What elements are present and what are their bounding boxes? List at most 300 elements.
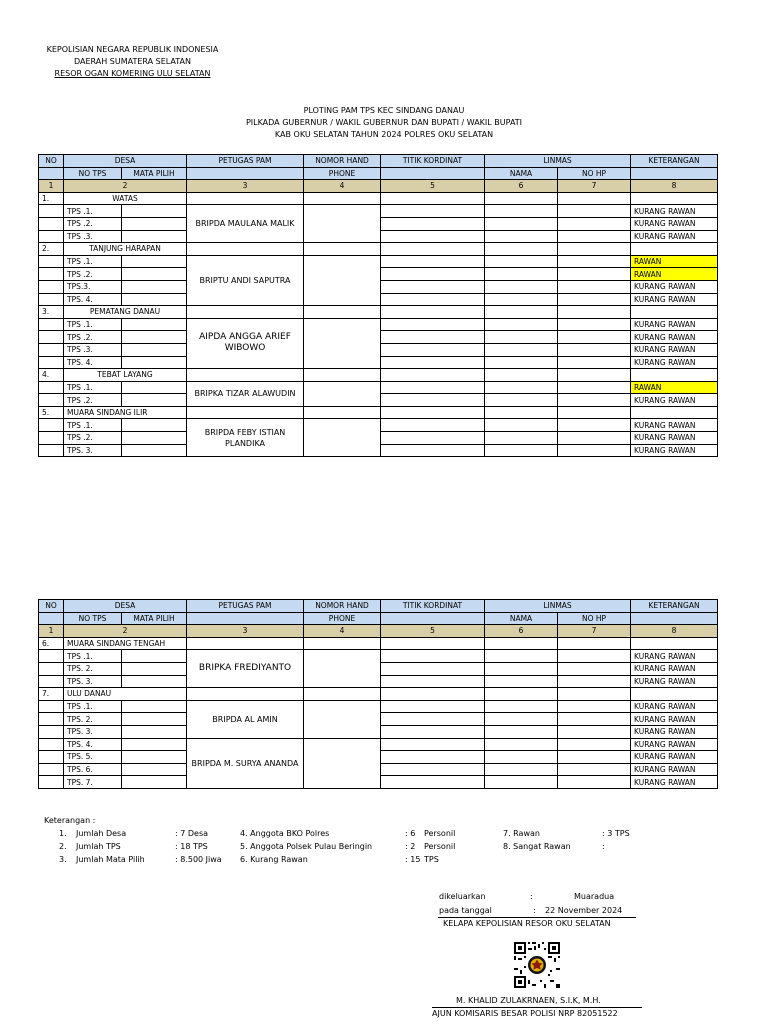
linmas-name-cell [485,751,558,764]
col-no-tps-header: NO TPS [64,612,122,625]
linmas-phone-cell [558,280,631,293]
note-label: 7. Rawan [503,829,540,838]
signer-rank: AJUN KOMISARIS BESAR POLISI NRP 82051522 [432,1009,618,1018]
linmas-name-cell [485,763,558,776]
col-no-tps-header: NO TPS [64,167,122,180]
linmas-name-cell [485,268,558,281]
note-label: 5. Anggota Polsek Pulau Beringin [240,842,373,851]
tps-table-2 [38,599,718,789]
village-number: 7. [39,688,64,701]
mata-pilih-cell [122,293,187,306]
mata-pilih-cell [122,444,187,457]
village-name: MUARA SINDANG TENGAH [64,637,187,650]
mata-pilih-cell [122,776,187,789]
note-label: 6. Kurang Rawan [240,855,308,864]
keterangan-cell: KURANG RAWAN [631,343,718,356]
empty-cell [39,751,64,764]
village-row [39,192,718,205]
tps-label: TPS. 2. [64,713,122,726]
keterangan-cell: KURANG RAWAN [631,650,718,663]
phone-cell [304,650,381,688]
title-line-2: PILKADA GUBERNUR / WAKIL GUBERNUR DAN BUPATI / WAKIL BUPATI [245,118,523,127]
tps-label: TPS .3. [64,230,122,243]
issued-place: Muaradua [574,892,615,901]
empty-cell [39,650,64,663]
village-number: 5. [39,406,64,419]
empty-cell [39,217,64,230]
linmas-name-cell [485,725,558,738]
note-value: : 8.500 Jiwa [175,855,222,864]
empty-cell [39,776,64,789]
linmas-name-cell [485,650,558,663]
coordinate-cell [381,255,485,268]
coordinate-cell [381,318,485,331]
officer-name: BRIPDA FEBY ISTIAN PLANDIKA [187,419,304,457]
tps-label: TPS .1. [64,419,122,432]
notes-title: Keterangan : [44,816,96,825]
column-number: 2 [64,625,187,638]
linmas-phone-cell [558,381,631,394]
empty-cell [39,713,64,726]
tps-label: TPS .2. [64,331,122,344]
note-value: : [602,842,605,851]
col-mata-pilih-header: MATA PILIH [122,167,187,180]
village-name: WATAS [64,192,187,205]
linmas-phone-cell [558,432,631,445]
empty-cell [558,192,631,205]
linmas-name-cell [485,331,558,344]
mata-pilih-cell [122,738,187,751]
linmas-name-cell [485,217,558,230]
officer-name: AIPDA ANGGA ARIEF WIBOWO [187,318,304,368]
tps-row [39,255,718,268]
tps-label: TPS. 2. [64,662,122,675]
subheader-empty [631,612,718,625]
column-number: 5 [381,180,485,193]
coordinate-cell [381,432,485,445]
empty-cell [381,688,485,701]
keterangan-cell: KURANG RAWAN [631,751,718,764]
coordinate-cell [381,725,485,738]
mata-pilih-cell [122,343,187,356]
empty-cell [558,369,631,382]
tps-label: TPS .2. [64,217,122,230]
tps-row [39,419,718,432]
note-value: : 3 TPS [602,829,630,838]
coordinate-cell [381,331,485,344]
mata-pilih-cell [122,268,187,281]
empty-cell [485,192,558,205]
keterangan-cell: KURANG RAWAN [631,318,718,331]
keterangan-cell: KURANG RAWAN [631,356,718,369]
empty-cell [558,306,631,319]
col-phone-header: PHONE [304,167,381,180]
empty-cell [39,293,64,306]
keterangan-cell: KURANG RAWAN [631,725,718,738]
mata-pilih-cell [122,394,187,407]
col-no-hp-header: NO HP [558,167,631,180]
col-desa-header: DESA [64,155,187,168]
col-nomor-hp-header: NOMOR HAND [304,155,381,168]
linmas-phone-cell [558,268,631,281]
header-row [39,155,718,168]
tps-label: TPS. 3. [64,675,122,688]
linmas-phone-cell [558,662,631,675]
tps-label: TPS .2. [64,394,122,407]
keterangan-cell: KURANG RAWAN [631,280,718,293]
coordinate-cell [381,763,485,776]
coordinate-cell [381,293,485,306]
org-line-2: DAERAH SUMATERA SELATAN [73,57,192,66]
mata-pilih-cell [122,432,187,445]
village-name: TANJUNG HARAPAN [64,243,187,256]
tps-label: TPS .2. [64,432,122,445]
date-label: pada tanggal [439,906,492,915]
mata-pilih-cell [122,751,187,764]
empty-cell [39,356,64,369]
keterangan-cell: KURANG RAWAN [631,444,718,457]
linmas-phone-cell [558,419,631,432]
phone-cell [304,700,381,738]
column-number: 7 [558,625,631,638]
subheader-empty [187,167,304,180]
coordinate-cell [381,356,485,369]
note-number: 1. [59,829,67,838]
keterangan-cell: RAWAN [631,255,718,268]
tps-row [39,650,718,663]
col-titik-header: TITIK KORDINAT [381,600,485,613]
org-line-1: KEPOLISIAN NEGARA REPUBLIK INDONESIA [46,45,219,54]
linmas-name-cell [485,205,558,218]
phone-cell [304,205,381,243]
header-row [39,600,718,613]
tps-label: TPS .1. [64,700,122,713]
tps-label: TPS .3. [64,343,122,356]
linmas-name-cell [485,255,558,268]
coordinate-cell [381,776,485,789]
col-mata-pilih-header: MATA PILIH [122,612,187,625]
empty-cell [39,432,64,445]
empty-cell [187,637,304,650]
empty-cell [631,406,718,419]
empty-cell [485,688,558,701]
org-line-3: RESOR OGAN KOMERING ULU SELATAN [54,69,211,78]
mata-pilih-cell [122,230,187,243]
phone-cell [304,381,381,406]
village-name: TEBAT LAYANG [64,369,187,382]
linmas-name-cell [485,230,558,243]
column-number: 6 [485,180,558,193]
linmas-phone-cell [558,255,631,268]
phone-cell [304,255,381,305]
qr-code-signature [513,941,561,989]
col-linmas-header: LINMAS [485,600,631,613]
coordinate-cell [381,217,485,230]
subheader-empty [381,167,485,180]
mata-pilih-cell [122,662,187,675]
column-number: 3 [187,180,304,193]
note-unit: Personil [424,829,456,838]
column-number: 4 [304,625,381,638]
mata-pilih-cell [122,381,187,394]
mata-pilih-cell [122,255,187,268]
linmas-name-cell [485,356,558,369]
signature-divider [438,917,636,918]
village-row [39,369,718,382]
coordinate-cell [381,394,485,407]
col-keterangan-header: KETERANGAN [631,155,718,168]
tps-label: TPS .2. [64,268,122,281]
linmas-phone-cell [558,293,631,306]
phone-cell [304,318,381,368]
tps-row [39,700,718,713]
empty-cell [304,406,381,419]
note-value: : 7 Desa [175,829,209,838]
village-row [39,688,718,701]
tps-table-1 [38,154,718,457]
empty-cell [558,688,631,701]
empty-cell [304,243,381,256]
tps-label: TPS. 6. [64,763,122,776]
empty-cell [631,243,718,256]
title-line-1: PLOTING PAM TPS KEC SINDANG DANAU [303,106,465,115]
coordinate-cell [381,713,485,726]
tps-label: TPS. 4. [64,293,122,306]
mata-pilih-cell [122,419,187,432]
linmas-name-cell [485,675,558,688]
note-label: 4. Anggota BKO Polres [240,829,330,838]
empty-cell [381,306,485,319]
empty-cell [39,738,64,751]
linmas-phone-cell [558,763,631,776]
empty-cell [39,255,64,268]
empty-cell [39,675,64,688]
empty-cell [558,637,631,650]
col-no-hp-header: NO HP [558,612,631,625]
linmas-name-cell [485,343,558,356]
mata-pilih-cell [122,217,187,230]
col-no-header: NO [39,600,64,613]
empty-cell [39,268,64,281]
coordinate-cell [381,662,485,675]
note-number: 3. [59,855,67,864]
empty-cell [381,369,485,382]
signer-divider [432,1007,642,1008]
issued-colon: : [530,892,533,901]
tps-label: TPS. 3. [64,725,122,738]
coordinate-cell [381,343,485,356]
note-label: Jumlah TPS [76,842,121,851]
mata-pilih-cell [122,713,187,726]
coordinate-cell [381,738,485,751]
tps-label: TPS. 4. [64,738,122,751]
linmas-phone-cell [558,230,631,243]
org-header [40,44,225,80]
linmas-name-cell [485,381,558,394]
note-value: : 6 [405,829,416,838]
keterangan-cell: KURANG RAWAN [631,776,718,789]
mata-pilih-cell [122,763,187,776]
column-number: 6 [485,625,558,638]
tps-row [39,205,718,218]
subheader-empty [39,612,64,625]
linmas-phone-cell [558,394,631,407]
keterangan-cell: KURANG RAWAN [631,700,718,713]
note-value: : 18 TPS [175,842,208,851]
linmas-phone-cell [558,725,631,738]
coordinate-cell [381,205,485,218]
empty-cell [631,192,718,205]
empty-cell [304,306,381,319]
column-number: 1 [39,180,64,193]
coordinate-cell [381,381,485,394]
note-value: : 2 [405,842,416,851]
empty-cell [485,306,558,319]
officer-name: BRIPDA AL AMIN [187,700,304,738]
linmas-name-cell [485,280,558,293]
tps-label: TPS .1. [64,318,122,331]
col-keterangan-header: KETERANGAN [631,600,718,613]
keterangan-cell: KURANG RAWAN [631,713,718,726]
linmas-phone-cell [558,205,631,218]
linmas-phone-cell [558,444,631,457]
keterangan-cell: KURANG RAWAN [631,217,718,230]
col-linmas-header: LINMAS [485,155,631,168]
village-row [39,637,718,650]
village-number: 1. [39,192,64,205]
date-value: 22 November 2024 [545,906,623,915]
tps-row [39,381,718,394]
tps-label: TPS .1. [64,381,122,394]
mata-pilih-cell [122,700,187,713]
signer-position: KELAPA KEPOLISIAN RESOR OKU SELATAN [443,919,611,928]
tps-row [39,318,718,331]
empty-cell [304,637,381,650]
mata-pilih-cell [122,650,187,663]
tps-label: TPS. 3. [64,444,122,457]
officer-name: BRIPTU ANDI SAPUTRA [187,255,304,305]
mata-pilih-cell [122,725,187,738]
village-number: 4. [39,369,64,382]
col-petugas-header: PETUGAS PAM [187,155,304,168]
empty-cell [381,192,485,205]
col-petugas-header: PETUGAS PAM [187,600,304,613]
empty-cell [631,369,718,382]
subheader-empty [187,612,304,625]
linmas-phone-cell [558,751,631,764]
linmas-name-cell [485,419,558,432]
empty-cell [39,343,64,356]
col-nomor-hp-header: NOMOR HAND [304,600,381,613]
col-no-header: NO [39,155,64,168]
tps-label: TPS. 5. [64,751,122,764]
empty-cell [485,406,558,419]
mata-pilih-cell [122,280,187,293]
note-label: 8. Sangat Rawan [503,842,571,851]
empty-cell [39,419,64,432]
column-number: 7 [558,180,631,193]
keterangan-cell: KURANG RAWAN [631,662,718,675]
subheader-row [39,612,718,625]
empty-cell [39,331,64,344]
coordinate-cell [381,751,485,764]
col-desa-header: DESA [64,600,187,613]
document-title [0,105,768,141]
village-row [39,306,718,319]
column-number: 3 [187,625,304,638]
empty-cell [381,243,485,256]
officer-name: BRIPKA TIZAR ALAWUDIN [187,381,304,406]
linmas-phone-cell [558,738,631,751]
linmas-name-cell [485,662,558,675]
keterangan-cell: KURANG RAWAN [631,675,718,688]
coordinate-cell [381,700,485,713]
tps-label: TPS .1. [64,255,122,268]
empty-cell [304,369,381,382]
village-name: ULU DANAU [64,688,187,701]
linmas-name-cell [485,432,558,445]
subheader-empty [631,167,718,180]
empty-cell [187,306,304,319]
tps-label: TPS .1. [64,205,122,218]
keterangan-cell: KURANG RAWAN [631,205,718,218]
empty-cell [381,637,485,650]
empty-cell [187,369,304,382]
column-number-row [39,625,718,638]
empty-cell [39,444,64,457]
empty-cell [39,205,64,218]
officer-name: BRIPDA MAULANA MALIK [187,205,304,243]
column-number: 8 [631,625,718,638]
village-number: 2. [39,243,64,256]
column-number: 4 [304,180,381,193]
empty-cell [187,406,304,419]
note-label: Jumlah Desa [76,829,127,838]
linmas-name-cell [485,738,558,751]
empty-cell [485,637,558,650]
keterangan-cell: KURANG RAWAN [631,432,718,445]
keterangan-cell: KURANG RAWAN [631,394,718,407]
linmas-phone-cell [558,318,631,331]
linmas-phone-cell [558,331,631,344]
officer-name: BRIPKA FREDIYANTO [187,650,304,688]
empty-cell [485,243,558,256]
column-number: 8 [631,180,718,193]
village-name: PEMATANG DANAU [64,306,187,319]
column-number-row [39,180,718,193]
village-number: 3. [39,306,64,319]
phone-cell [304,419,381,457]
date-colon: : [533,906,536,915]
subheader-empty [39,167,64,180]
col-nama-header: NAMA [485,167,558,180]
coordinate-cell [381,268,485,281]
col-phone-header: PHONE [304,612,381,625]
column-number: 5 [381,625,485,638]
keterangan-cell: KURANG RAWAN [631,293,718,306]
mata-pilih-cell [122,356,187,369]
note-label: Jumlah Mata Pilih [76,855,145,864]
tps-label: TPS. 7. [64,776,122,789]
linmas-phone-cell [558,713,631,726]
linmas-name-cell [485,394,558,407]
empty-cell [39,700,64,713]
phone-cell [304,738,381,788]
col-nama-header: NAMA [485,612,558,625]
linmas-phone-cell [558,700,631,713]
coordinate-cell [381,230,485,243]
coordinate-cell [381,650,485,663]
